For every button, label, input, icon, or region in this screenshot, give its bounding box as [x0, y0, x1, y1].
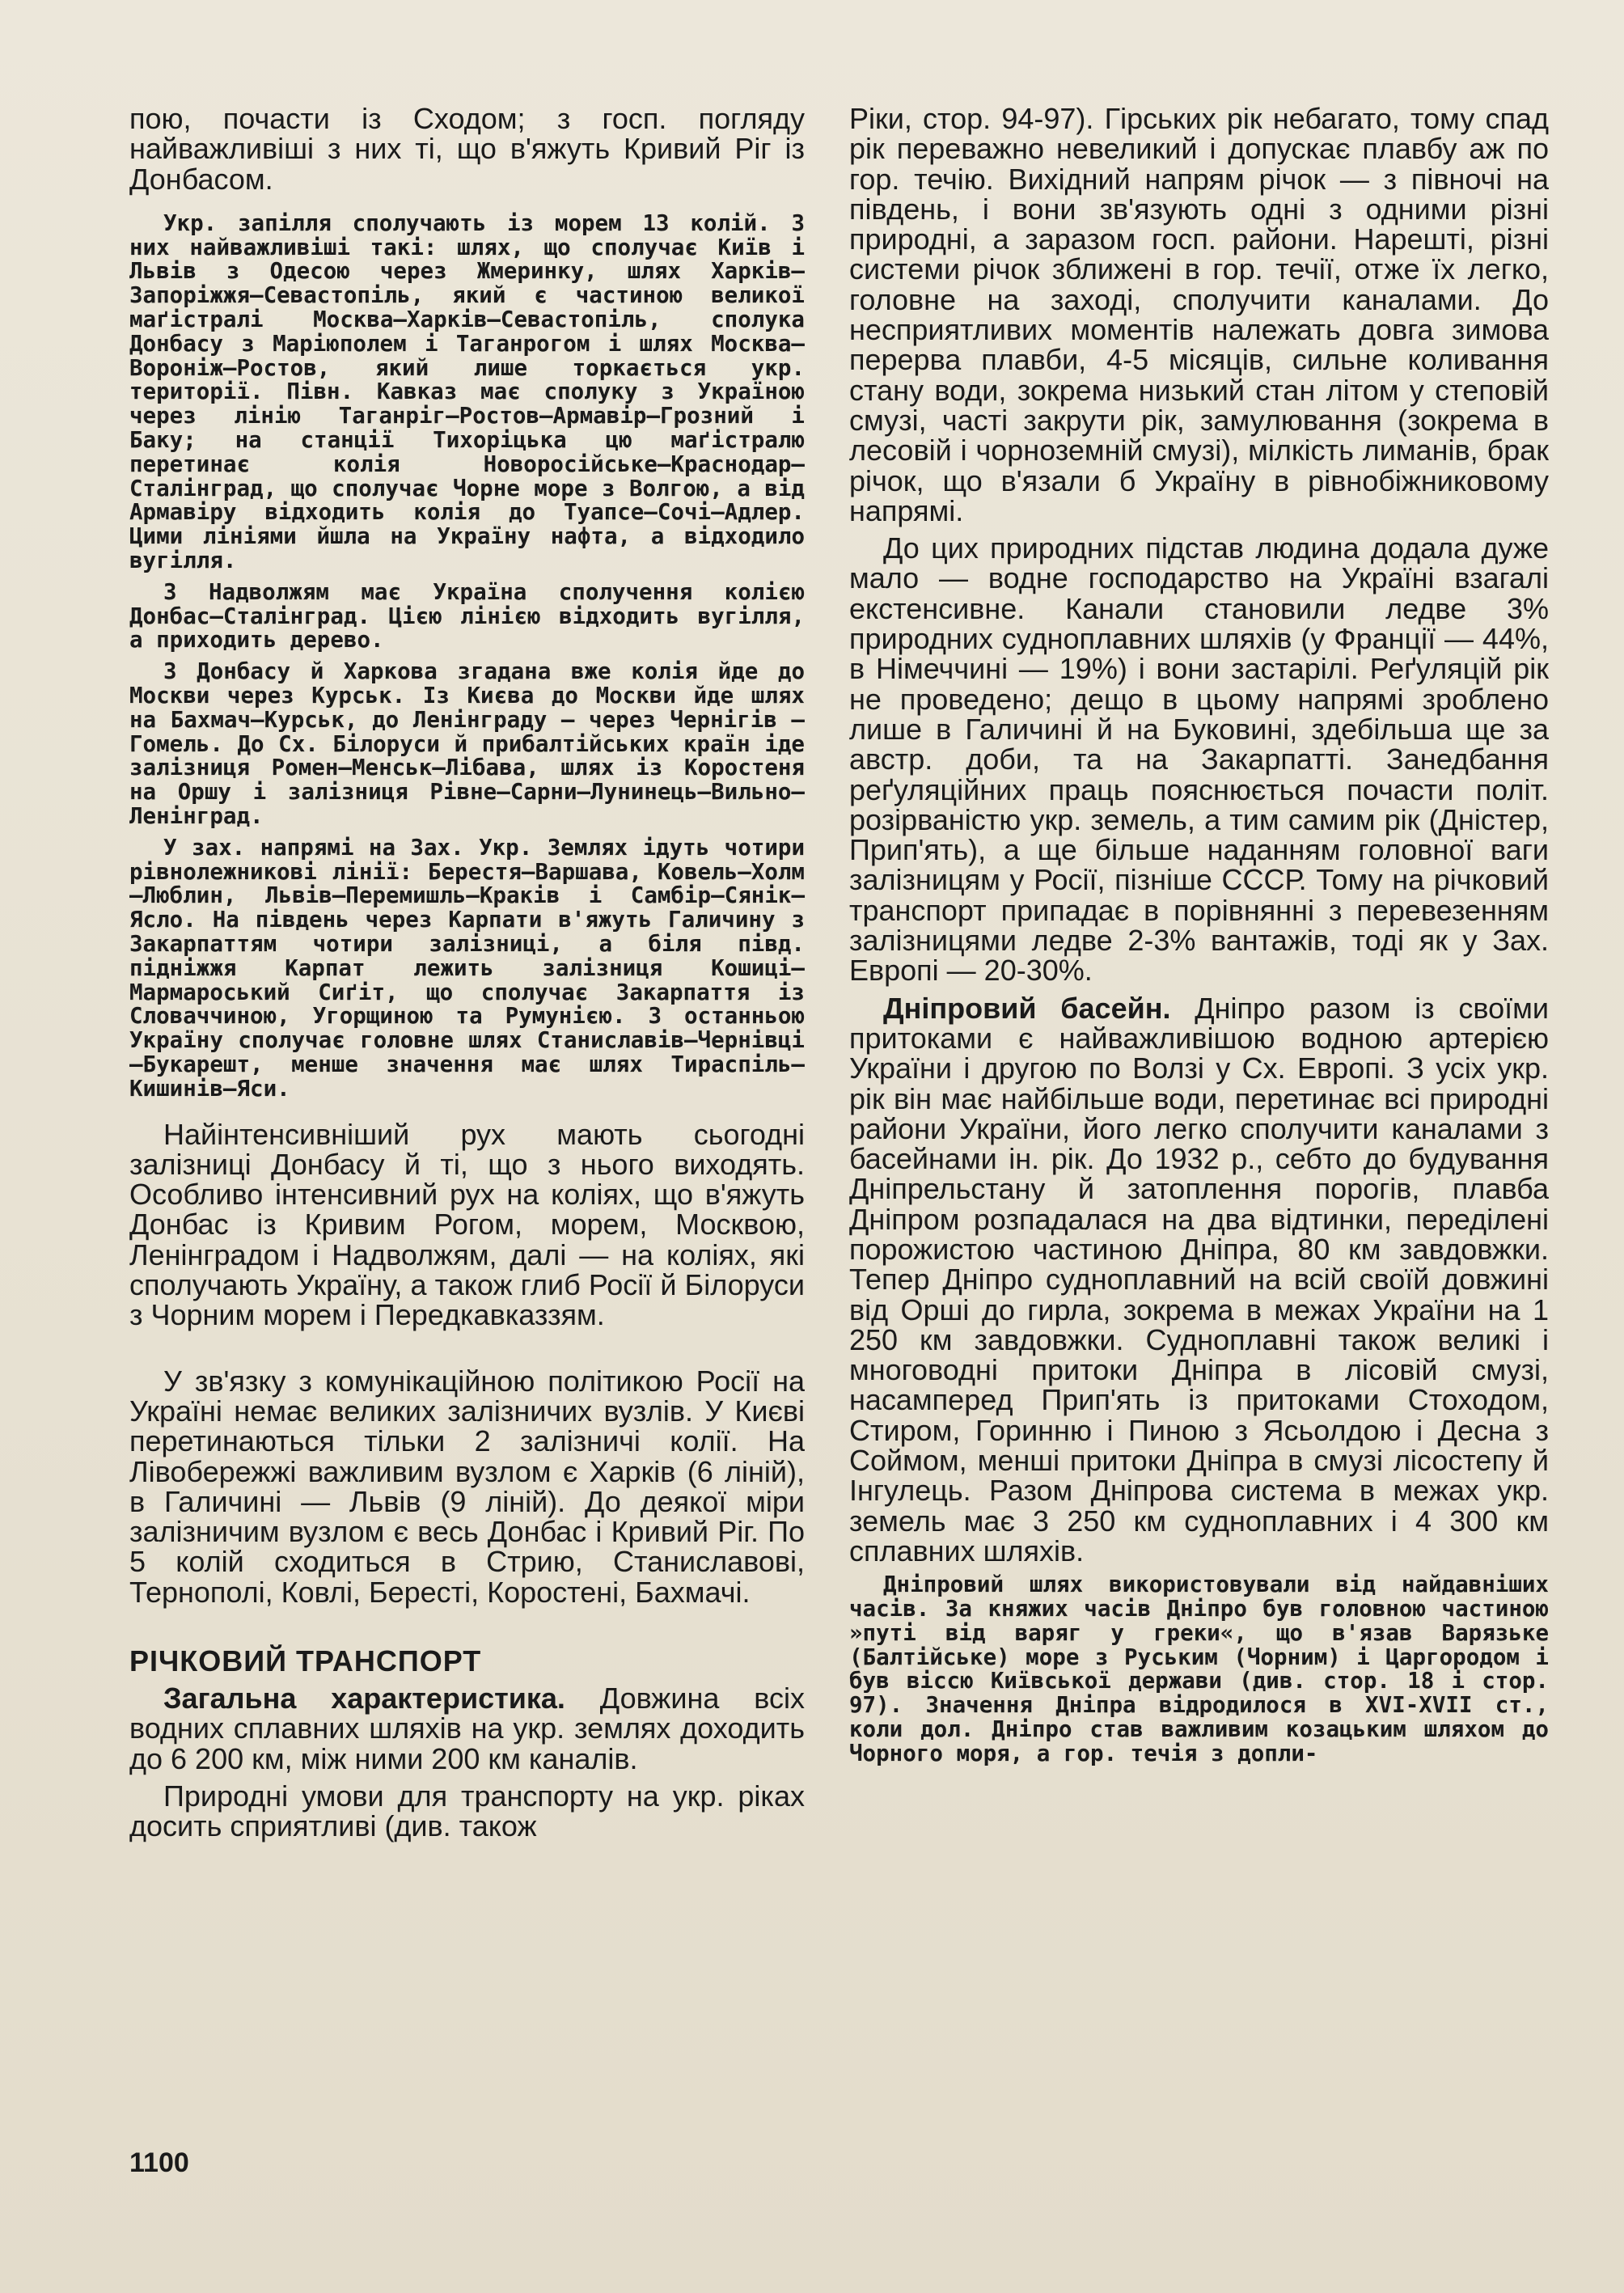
- runin-heading-dnipro: Дніпровий басейн.: [883, 991, 1171, 1025]
- left-small-paragraph-2: З Надволжям має Україна сполучення колією Донбас—Сталінград. Цією лінією відходить вугілля, а приходить дерево.: [129, 578, 805, 654]
- left-small-paragraph-1: Укр. запілля сполучають із морем 13 колій. З них найважливіші такі: шлях, що сполучає Київ і Львів з Одесою через Жмеринку, шлях Харків—Запоріжжя—Севастопіль, який є частиною великої маґістралі Москва—Харків—Севастопіль, сполука Донбасу з Маріюполем і Таганрогом і шлях Москва—Вороніж—Ростов, який лише торкається укр. території. Півн. Кавказ має сполуку з Україною через лінію Таганріг—Ростов—Армавір—Грозний і Баку; на станції Тихоріцька цю маґістралю перетинає колія Новоросійське—Краснодар—Сталінград, що сполучає Чорне море з Волгою, а від Армавіру відходить колія до Туапсе—Сочі—Адлер. Цими лініями йшла на Україну нафта, а відходило вугілля.: [129, 209, 805, 574]
- right-small-paragraph-1: Дніпровий шлях використовували від найдавніших часів. За княжих часів Дніпро був головною частиною »путі від варяг у греки«, що в'язав Варязьке (Балтійське) море з Руським (Чорним) і Царгородом і був віссю Київської держави (див. стор. 18 і стор. 97). Значення Дніпра відродилося в XVI-XVII ст., коли дол. Дніпро став важливим козацьким шляхом до Чорного моря, а гор. течія з допли-: [849, 1572, 1549, 1766]
- right-paragraph-3-text: Дніпро разом із своїми притоками є найважливішою водною артерією України і другою по Волзі у Сх. Европі. З усіх укр. рік він має найбільше води, перетинає всі природні райони України, його легко сполучити каналами з басейнами ін. рік. До 1932 р., себто до будування Дніпрельстану й затоплення порогів, плавба Дніпром розпадалася на два відтинки, переділені порожистою частиною Дніпра, 80 км завдовжки. Тепер Дніпро судноплавний на всій своїй довжині від Орші до гирла, зокрема в межах України на 1 250 км завдовжки. Судноплавні також великі і многоводні притоки Дніпра в лісовій смузі, насамперед Прип'ять із притоками Стоходом, Стиром, Горинню і Пиною з Ясьолдою і Десна з Соймом, менші притоки Дніпра в смузі лісостепу й Інгулець. Разом Дніпрова система в межах укр. земель має 3 250 км судноплавних і 4 300 км сплавних шляхів.: [849, 991, 1549, 1567]
- left-paragraph-5: Природні умови для транспорту на укр. ріках досить сприятливі (див. також: [129, 1779, 805, 1843]
- left-small-paragraph-3: З Донбасу й Харкова згадана вже колія йде до Москви через Курськ. Із Києва до Москви йде шлях на Бахмач—Курськ, до Ленінграду — через Чернігів — Гомель. До Сх. Білоруси й прибалтійських країн іде залізниця Ромен—Менськ—Лібава, шлях із Коростеня на Оршу і залізниця Рівне—Сарни—Лунинець—Вильно—Ленінград.: [129, 658, 805, 830]
- right-column: [849, 104, 1549, 1766]
- left-paragraph-4-text: Довжина всіх водних сплавних шляхів на укр. землях доходить до 6 200 км, між ними 200 км каналів.: [129, 1682, 805, 1775]
- left-paragraph-1: пою, почасти із Сходом; з госп. погляду найважливіші з них ті, що в'яжуть Кривий Ріг із Донбасом.: [129, 102, 805, 196]
- section-heading: РІЧКОВИЙ ТРАНСПОРТ: [129, 1644, 482, 1678]
- left-paragraph-3: У зв'язку з комунікаційною політикою Росії на Україні немає великих залізничих вузлів. У Києві перетинаються тільки 2 залізничі колії. На Лівобережжі важливим вузлом є Харків (6 ліній), в Галичині — Львів (9 ліній). До деякої міри залізничим вузлом є весь Донбас і Кривий Ріг. По 5 колій сходиться в Стрию, Станиславові, Тернополі, Ковлі, Бересті, Коростені, Бахмачі.: [129, 1364, 805, 1609]
- right-paragraph-1: Ріки, стор. 94-97). Гірських рік небагато, тому спад рік переважно невеликий і допускає плавбу аж по гор. течію. Вихідний напрям річок — з півночі на південь, і вони зв'язують одні з одними різні природні, а заразом госп. райони. Нарешті, різні системи річок зближені в гор. течії, отже їх легко, головне на заході, сполучити каналами. До несприятливих моментів належать довга зимова перерва плавби, 4-5 місяців, сильне коливання стану води, зокрема низький стан літом у степовій смузі, часті закрути рік, замулювання (зокрема в лесовій і чорноземній смузі), мілкість лиманів, брак річок, що в'язали б Україну в рівнобіжниковому напрямі.: [849, 102, 1549, 527]
- left-paragraph-2: Найінтенсивніший рух мають сьогодні залізниці Донбасу й ті, що з нього виходять. Особливо інтенсивний рух на коліях, що в'яжуть Донбас із Кривим Рогом, морем, Москвою, Ленінградом і Надволжям, далі — на коліях, які сполучають Україну, а також глиб Росії й Білоруси з Чорним морем і Передкавказзям.: [129, 1117, 805, 1332]
- left-paragraph-4: [129, 1683, 805, 1774]
- page-number: 1100: [129, 2147, 189, 2178]
- right-paragraph-3: [849, 993, 1549, 1567]
- right-paragraph-2: До цих природних підстав людина додала дуже мало — водне господарство на Україні взагалі екстенсивне. Канали становили ледве 3% природних судноплавних шляхів (у Франції — 44%, в Німеччині — 19%) і вони застарілі. Реґуляцій рік не проведено; дещо в цьому напрямі зроблено лише в Галичині й на Буковині, здебільша ще за австр. доби, та на Закарпатті. Занедбання реґуляційних праць пояснюється почасти політ. розірваністю укр. земель, а тим самим рік (Дністер, Прип'ять), а ще більше наданням головної ваги залізницям у Росії, пізніше СССР. Тому на річковий транспорт припадає в порівнянні з перевезенням залізницями ледве 2-3% вантажів, тоді як у Зах. Европі — 20-30%.: [849, 531, 1549, 988]
- runin-heading-general: Загальна характеристика.: [163, 1682, 565, 1716]
- left-small-paragraph-4: У зах. напрямі на Зах. Укр. Землях ідуть чотири рівнолежникові лінії: Берестя—Варшава, Ковель—Холм—Люблин, Львів—Перемишль—Краків і Самбір—Сянік—Ясло. На південь через Карпати в'яжуть Галичину з Закарпаттям чотири залізниці, а біля півд. підніжжя Карпат лежить залізниця Кошиці—Мармароський Сиґіт, що сполучає Закарпаття із Словаччиною, Угорщиною та Румунією. З останньою Україну сполучає головне шлях Станиславів—Чернівці—Букарешт, менше значення має шлях Тираспіль—Кишинів—Яси.: [129, 834, 805, 1102]
- left-column: [129, 104, 805, 1842]
